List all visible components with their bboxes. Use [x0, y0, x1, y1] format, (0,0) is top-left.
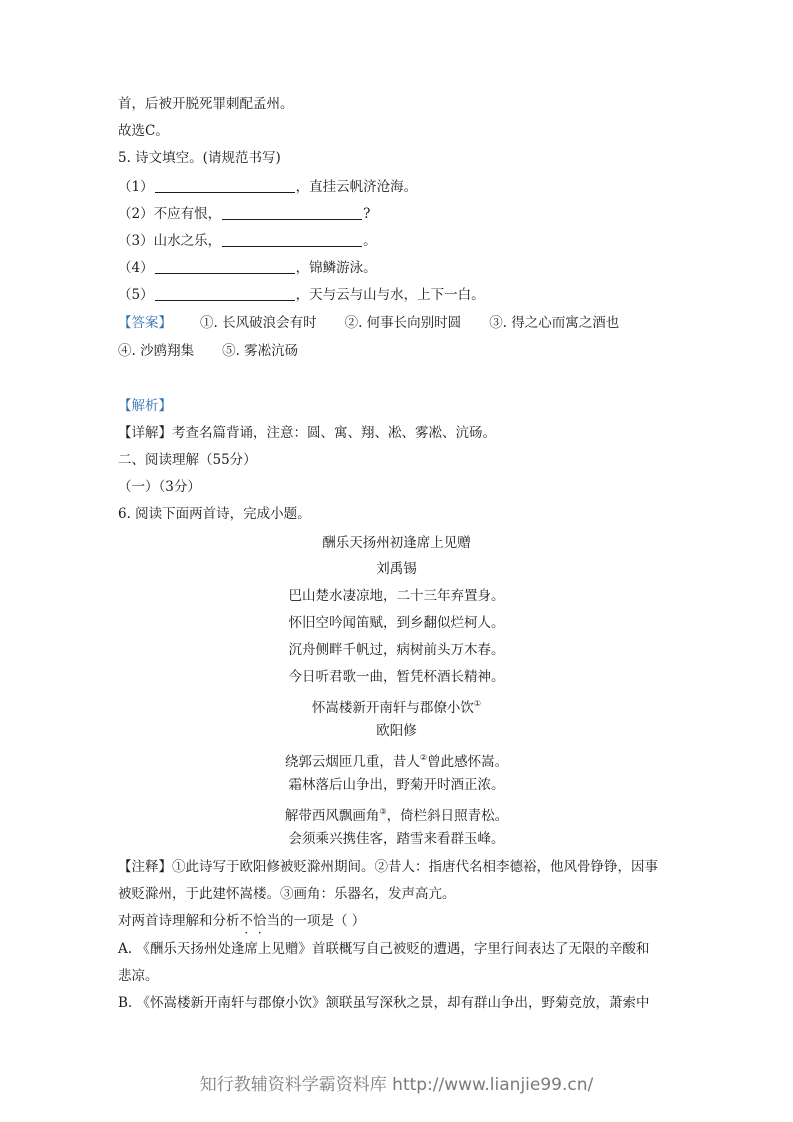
- q4-conclusion: 故选C。: [118, 123, 169, 139]
- footer-watermark: 知行教辅资料学霸资料库 http://www.lianjie99.cn/: [199, 1075, 594, 1095]
- poem1-line: 巴山楚水凄凉地，二十三年弃置身。: [288, 588, 505, 604]
- footnote-marker: ①: [473, 699, 482, 708]
- fill-blank[interactable]: [155, 178, 295, 193]
- emphasis-char: 不: [239, 913, 253, 929]
- poem2-author: 欧阳修: [376, 723, 417, 739]
- option-b-line1[interactable]: B. 《怀嵩楼新开南轩与郡僚小饮》颔联虽写深秋之景，却有群山争出，野菊竞放，萧索中: [118, 995, 650, 1011]
- poem1-title: 酬乐天扬州初逢席上见赠: [322, 535, 471, 551]
- fill-blank[interactable]: [155, 259, 295, 274]
- q4-text-line1: 首，后被开脱死罪刺配孟州。: [118, 96, 294, 112]
- poem1-line: 今日听君歌一曲，暂凭杯酒长精神。: [288, 669, 505, 685]
- section-sub: （一）（3分）: [118, 479, 201, 495]
- footnote-marker: ②: [419, 753, 428, 762]
- fill-blank[interactable]: [155, 286, 295, 301]
- q5-title: 5. 诗文填空。(请规范书写): [118, 150, 281, 166]
- answer-item: ②. 何事长向别时圆: [344, 315, 462, 331]
- note-line1: 【注释】①此诗写于欧阳修被贬滁州期间。②昔人：指唐代名相李德裕，他风骨铮铮，因事: [118, 859, 658, 875]
- q5-item-1: （1） ，直挂云帆济沧海。: [118, 179, 418, 195]
- fill-blank[interactable]: [222, 232, 362, 247]
- poem1-author: 刘禹锡: [376, 561, 417, 577]
- q5-answer-line1: [118, 313, 619, 333]
- q5-item-2: （2）不应有恨， ?: [118, 206, 371, 222]
- poem2-line: 解带西风飘画角③，倚栏斜日照青松。: [284, 807, 509, 824]
- option-a-line1[interactable]: A. 《酬乐天扬州处逢席上见赠》首联概写自己被贬的遭遇，字里行间表达了无限的辛酸和: [118, 941, 650, 957]
- detail-text: 【详解】考查名篇背诵，注意：圆、寓、翔、凇、雾凇、沆砀。: [118, 425, 496, 441]
- q5-answer-line2: [118, 341, 298, 361]
- poem2-line: 绕郭云烟匝几重，昔人②曾此感怀嵩。: [284, 753, 509, 770]
- q5-item-3: （3）山水之乐， 。: [118, 233, 377, 249]
- answer-item: ⑤. 雾凇沆砀: [222, 343, 299, 359]
- answer-item: ③. 得之心而寓之酒也: [489, 315, 620, 331]
- q5-item-4: （4） ，锦鳞游泳。: [118, 260, 377, 276]
- q6-question: 对两首诗理解和分析不恰当的一项是（ ）: [118, 913, 366, 929]
- note-line2: 被贬滁州，于此建怀嵩楼。③画角：乐器名，发声高亢。: [118, 886, 456, 902]
- poem1-line: 沉舟侧畔千帆过，病树前头万木春。: [288, 642, 505, 658]
- poem2-line: 会须乘兴携佳客，踏雪来看群玉峰。: [288, 831, 505, 847]
- analysis-label: 【解析】: [118, 398, 172, 414]
- answer-item: ④. 沙鸥翔集: [118, 343, 195, 359]
- poem1-line: 怀旧空吟闻笛赋，到乡翻似烂柯人。: [288, 615, 505, 631]
- section-title: 二、阅读理解（55分）: [118, 452, 257, 468]
- answer-item: ①. 长风破浪会有时: [200, 315, 317, 331]
- q5-item-5: （5） ，天与云与山与水，上下一白。: [118, 287, 485, 303]
- footnote-marker: ③: [379, 807, 387, 816]
- poem2-line: 霜林落后山争出，野菊开时酒正浓。: [288, 777, 505, 793]
- fill-blank[interactable]: [222, 205, 362, 220]
- poem2-title: 怀嵩楼新开南轩与郡僚小饮①: [311, 699, 482, 716]
- emphasis-char: 恰: [253, 913, 267, 929]
- answer-label: 【答案】: [118, 315, 172, 331]
- q6-title: 6. 阅读下面两首诗，完成小题。: [118, 506, 311, 522]
- option-a-line2[interactable]: 悲凉。: [118, 968, 159, 984]
